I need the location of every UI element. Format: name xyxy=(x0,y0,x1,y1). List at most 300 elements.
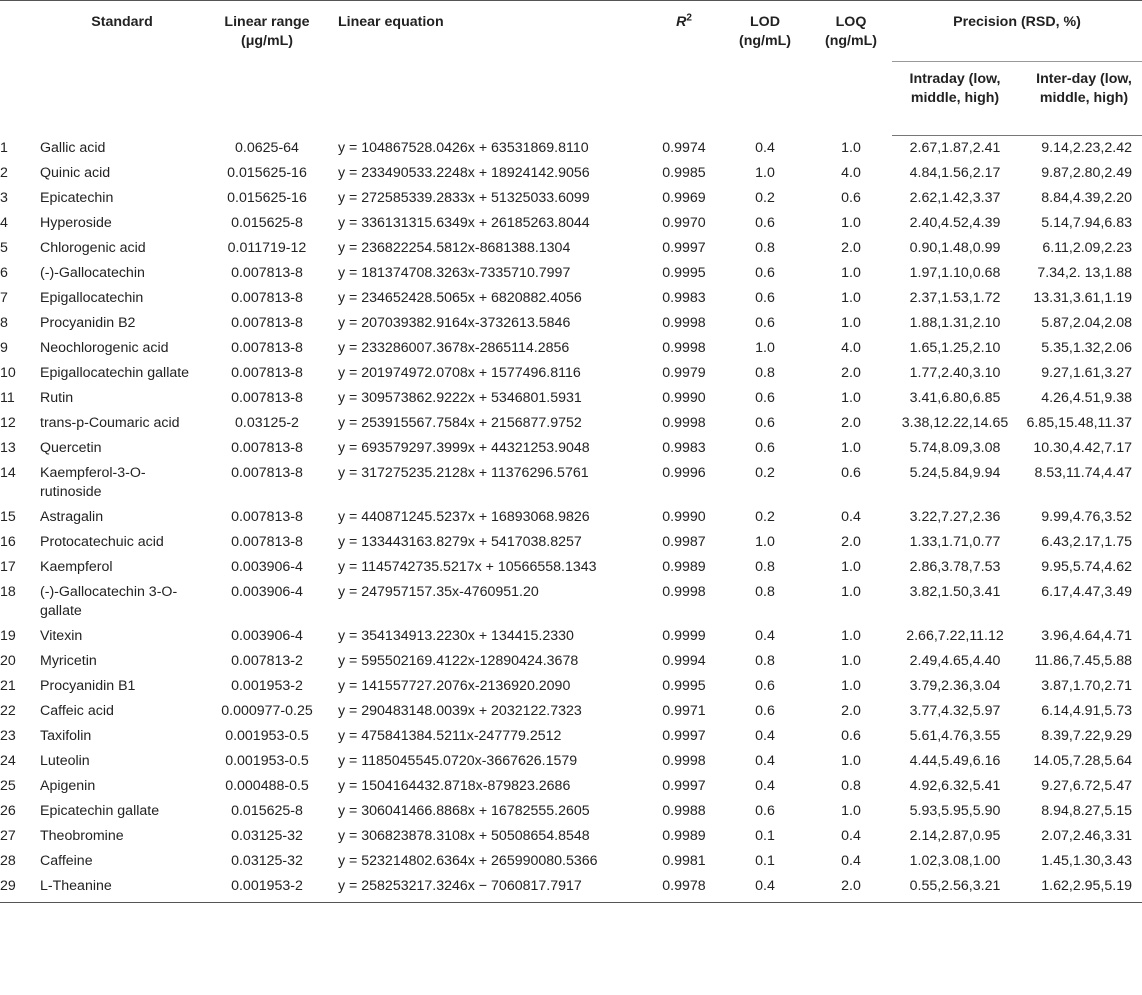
standard-name: Caffeine xyxy=(40,853,93,869)
linear-equation: y = 233286007.3678x-2865114.2856 xyxy=(338,340,570,356)
linear-equation: y = 253915567.7584x + 2156877.9752 xyxy=(338,415,582,431)
interday-precision: 8.94,8.27,5.15 xyxy=(1041,803,1132,819)
table-row xyxy=(0,186,1142,211)
table-row xyxy=(0,849,1142,874)
lod-value: 0.6 xyxy=(755,215,775,231)
r2-value: 0.9981 xyxy=(662,853,706,869)
linear-equation: y = 141557727.2076x-2136920.2090 xyxy=(338,678,571,694)
standard-name: (-)-Gallocatechin xyxy=(40,265,145,281)
interday-precision: 14.05,7.28,5.64 xyxy=(1033,753,1132,769)
lod-value: 0.6 xyxy=(755,290,775,306)
table-row xyxy=(0,774,1142,799)
intraday-precision: 1.77,2.40,3.10 xyxy=(909,365,1001,381)
header-linear-equation: Linear equation xyxy=(330,1,648,136)
loq-value: 0.8 xyxy=(841,778,861,794)
r2-value: 0.9997 xyxy=(662,728,706,744)
table-row xyxy=(0,674,1142,699)
intraday-precision: 1.97,1.10,0.68 xyxy=(909,265,1001,281)
intraday-precision: 2.14,2.87,0.95 xyxy=(909,828,1001,844)
r2-value: 0.9969 xyxy=(662,190,706,206)
header-precision: Precision (RSD, %) xyxy=(892,1,1142,62)
lod-value: 0.4 xyxy=(755,778,775,794)
linear-range: 0.000488-0.5 xyxy=(225,778,309,794)
row-number: 2 xyxy=(0,165,8,181)
header-standard: Standard xyxy=(40,1,204,136)
intraday-precision: 3.22,7.27,2.36 xyxy=(909,509,1001,525)
intraday-precision: 4.84,1.56,2.17 xyxy=(909,165,1001,181)
interday-precision: 9.14,2.23,2.42 xyxy=(1041,140,1132,156)
r2-value: 0.9983 xyxy=(662,440,706,456)
standard-name: Theobromine xyxy=(40,828,124,844)
interday-precision: 8.39,7.22,9.29 xyxy=(1041,728,1132,744)
linear-equation: y = 317275235.2128x + 11376296.5761 xyxy=(338,465,589,481)
standard-name: Kaempferol xyxy=(40,559,113,575)
linear-range: 0.007813-8 xyxy=(231,265,303,281)
table-row xyxy=(0,336,1142,361)
r2-value: 0.9998 xyxy=(662,340,706,356)
r2-value: 0.9989 xyxy=(662,559,706,575)
standard-name: (-)-Gallocatechin 3-O-gallate xyxy=(40,584,178,619)
loq-value: 2.0 xyxy=(841,534,861,550)
lod-value: 0.8 xyxy=(755,584,775,600)
r2-value: 0.9998 xyxy=(662,753,706,769)
interday-precision: 13.31,3.61,1.19 xyxy=(1033,290,1132,306)
intraday-precision: 4.44,5.49,6.16 xyxy=(909,753,1001,769)
table-row xyxy=(0,286,1142,311)
row-number: 22 xyxy=(0,703,16,719)
table-row xyxy=(0,436,1142,461)
intraday-precision: 1.33,1.71,0.77 xyxy=(909,534,1001,550)
lod-value: 0.4 xyxy=(755,628,775,644)
loq-value: 4.0 xyxy=(841,340,861,356)
row-number: 10 xyxy=(0,365,16,381)
lod-value: 0.6 xyxy=(755,703,775,719)
interday-precision: 9.27,1.61,3.27 xyxy=(1041,365,1132,381)
r2-value: 0.9997 xyxy=(662,778,706,794)
intraday-precision: 3.79,2.36,3.04 xyxy=(909,678,1001,694)
linear-equation: y = 693579297.3999x + 44321253.9048 xyxy=(338,440,590,456)
row-number: 16 xyxy=(0,534,16,550)
row-number: 20 xyxy=(0,653,16,669)
lod-value: 0.2 xyxy=(755,465,775,481)
row-number: 29 xyxy=(0,874,40,903)
linear-equation: y = 258253217.3246x − 7060817.7917 xyxy=(330,874,648,903)
r2-value: 0.9995 xyxy=(662,265,706,281)
r2-value: 0.9990 xyxy=(662,509,706,525)
standard-name: Taxifolin xyxy=(40,728,92,744)
standard-name: Epigallocatechin gallate xyxy=(40,365,190,381)
linear-range: 0.007813-8 xyxy=(231,390,303,406)
linear-equation: y = 133443163.8279x + 5417038.8257 xyxy=(338,534,582,550)
loq-value: 2.0 xyxy=(841,365,861,381)
linear-range: 0.001953-0.5 xyxy=(225,728,309,744)
standard-name: Protocatechuic acid xyxy=(40,534,164,550)
linear-equation: y = 247957157.35x-4760951.20 xyxy=(338,584,539,600)
lod-value: 0.8 xyxy=(755,365,775,381)
linear-range: 0.003906-4 xyxy=(231,628,303,644)
table-row xyxy=(0,505,1142,530)
interday-precision: 3.87,1.70,2.71 xyxy=(1041,678,1132,694)
loq-value: 1.0 xyxy=(841,559,861,575)
lod-value: 0.6 xyxy=(755,390,775,406)
table-header xyxy=(0,1,1142,136)
linear-range: 0.007813-8 xyxy=(231,290,303,306)
linear-equation: y = 233490533.2248x + 18924142.9056 xyxy=(338,165,590,181)
standard-name: Procyanidin B1 xyxy=(40,678,136,694)
loq-value: 1.0 xyxy=(841,390,861,406)
intraday-precision: 2.62,1.42,3.37 xyxy=(909,190,1001,206)
linear-range: 0.007813-8 xyxy=(231,440,303,456)
intraday-precision: 3.82,1.50,3.41 xyxy=(909,584,1001,600)
linear-range: 0.03125-32 xyxy=(231,853,303,869)
row-number: 5 xyxy=(0,240,8,256)
intraday-precision: 2.40,4.52,4.39 xyxy=(909,215,1001,231)
intraday-precision: 1.02,3.08,1.00 xyxy=(909,853,1001,869)
interday-precision: 4.26,4.51,9.38 xyxy=(1041,390,1132,406)
table-row xyxy=(0,161,1142,186)
linear-range: 0.001953-2 xyxy=(231,678,303,694)
header-loq-text: LOQ (ng/mL) xyxy=(824,14,877,49)
interday-precision: 5.87,2.04,2.08 xyxy=(1041,315,1132,331)
linear-equation: y = 1145742735.5217x + 10566558.1343 xyxy=(338,559,597,575)
row-number: 8 xyxy=(0,315,8,331)
standard-name: Neochlorogenic acid xyxy=(40,340,169,356)
linear-equation: y = 309573862.9222x + 5346801.5931 xyxy=(338,390,582,406)
row-number: 1 xyxy=(0,139,8,156)
standard-name: Rutin xyxy=(40,390,74,406)
linear-equation: y = 236822254.5812x-8681388.1304 xyxy=(338,240,571,256)
intraday-precision: 2.49,4.65,4.40 xyxy=(909,653,1001,669)
linear-range: 0.015625-8 xyxy=(231,803,303,819)
header-r2-label: R xyxy=(676,14,687,30)
intraday-precision: 3.38,12.22,14.65 xyxy=(901,415,1009,431)
table-row xyxy=(0,874,1142,903)
table-row xyxy=(0,555,1142,580)
r2-value: 0.9970 xyxy=(662,215,706,231)
interday-precision: 1.62,2.95,5.19 xyxy=(1018,874,1142,903)
standard-name: Chlorogenic acid xyxy=(40,240,146,256)
lod-value: 0.6 xyxy=(755,803,775,819)
r2-value: 0.9996 xyxy=(662,465,706,481)
row-number: 26 xyxy=(0,803,16,819)
r2-value: 0.9997 xyxy=(662,240,706,256)
loq-value: 1.0 xyxy=(841,678,861,694)
loq-value: 1.0 xyxy=(841,315,861,331)
lod-value: 0.2 xyxy=(755,509,775,525)
loq-value: 0.6 xyxy=(841,465,861,481)
header-r2-superscript: 2 xyxy=(686,12,692,24)
standard-name: trans-p-Coumaric acid xyxy=(40,415,180,431)
intraday-precision: 5.93,5.95,5.90 xyxy=(909,803,1001,819)
header-linear-range-text: Linear range (μg/mL) xyxy=(224,14,310,49)
linear-equation: y = 306041466.8868x + 16782555.2605 xyxy=(338,803,590,819)
linear-equation: y = 306823878.3108x + 50508654.8548 xyxy=(338,828,590,844)
linear-range: 0.007813-8 xyxy=(231,465,303,481)
linear-equation: y = 181374708.3263x-7335710.7997 xyxy=(338,265,571,281)
table-row xyxy=(0,211,1142,236)
intraday-precision: 1.65,1.25,2.10 xyxy=(909,340,1001,356)
row-number: 7 xyxy=(0,290,8,306)
interday-precision: 3.96,4.64,4.71 xyxy=(1041,628,1132,644)
standard-name: Epicatechin gallate xyxy=(40,803,160,819)
standard-name: Apigenin xyxy=(40,778,96,794)
interday-precision: 8.53,11.74,4.47 xyxy=(1034,465,1132,481)
linear-range: 0.001953-2 xyxy=(204,874,330,903)
linear-range: 0.000977-0.25 xyxy=(221,703,313,719)
lod-value: 0.4 xyxy=(755,728,775,744)
standard-name: Vitexin xyxy=(40,628,83,644)
linear-equation: y = 201974972.0708x + 1577496.8116 xyxy=(338,365,581,381)
lod-value: 0.6 xyxy=(755,265,775,281)
linear-range: 0.007813-8 xyxy=(231,509,303,525)
table-row xyxy=(0,461,1142,505)
r2-value: 0.9998 xyxy=(662,415,706,431)
loq-value: 1.0 xyxy=(841,653,861,669)
linear-equation: y = 272585339.2833x + 51325033.6099 xyxy=(338,190,590,206)
r2-value: 0.9974 xyxy=(662,139,706,156)
interday-precision: 9.87,2.80,2.49 xyxy=(1041,165,1132,181)
loq-value: 0.4 xyxy=(841,509,861,525)
lod-value: 1.0 xyxy=(755,534,775,550)
interday-precision: 6.11,2.09,2.23 xyxy=(1042,240,1132,256)
standard-name: Epicatechin xyxy=(40,190,114,206)
header-interday xyxy=(1018,62,1142,136)
lod-value: 0.8 xyxy=(755,559,775,575)
table-row xyxy=(0,699,1142,724)
intraday-precision: 1.88,1.31,2.10 xyxy=(909,315,1001,331)
standard-name: Procyanidin B2 xyxy=(40,315,136,331)
lod-value: 0.8 xyxy=(755,653,775,669)
row-number: 27 xyxy=(0,828,16,844)
lod-value: 0.6 xyxy=(755,440,775,456)
standard-name: Myricetin xyxy=(40,653,97,669)
row-number: 28 xyxy=(0,853,16,869)
r2-value: 0.9994 xyxy=(662,653,706,669)
loq-value: 1.0 xyxy=(841,440,861,456)
lod-value: 0.2 xyxy=(755,190,775,206)
intraday-precision: 0.90,1.48,0.99 xyxy=(909,240,1001,256)
row-number: 4 xyxy=(0,215,8,231)
linear-range: 0.007813-8 xyxy=(231,340,303,356)
loq-value: 2.0 xyxy=(841,415,861,431)
intraday-precision: 4.92,6.32,5.41 xyxy=(909,778,1001,794)
linear-range: 0.0625-64 xyxy=(235,139,299,156)
table-row xyxy=(0,361,1142,386)
linear-range: 0.007813-8 xyxy=(231,365,303,381)
header-loq xyxy=(810,1,892,136)
linear-equation: y = 1504164432.8718x-879823.2686 xyxy=(338,778,571,794)
standard-name: Luteolin xyxy=(40,753,90,769)
linear-equation: y = 234652428.5065x + 6820882.4056 xyxy=(338,290,582,306)
row-number: 9 xyxy=(0,340,8,356)
loq-value: 1.0 xyxy=(841,584,861,600)
header-intraday-text: Intraday (low, middle, high) xyxy=(909,71,1001,106)
row-number: 17 xyxy=(0,559,16,575)
linear-equation: y = 595502169.4122x-12890424.3678 xyxy=(338,653,579,669)
table-row xyxy=(0,530,1142,555)
r2-value: 0.9987 xyxy=(662,534,706,550)
r2-value: 0.9979 xyxy=(662,365,706,381)
lod-value: 0.6 xyxy=(755,415,775,431)
header-interday-text: Inter-day (low, middle, high) xyxy=(1036,71,1132,106)
loq-value: 0.6 xyxy=(841,728,861,744)
row-number: 23 xyxy=(0,728,16,744)
r2-value: 0.9995 xyxy=(662,678,706,694)
linear-range: 0.003906-4 xyxy=(231,559,303,575)
linear-range: 0.015625-16 xyxy=(227,165,307,181)
row-number: 11 xyxy=(0,390,15,406)
row-number: 15 xyxy=(0,509,16,525)
header-row xyxy=(0,1,1142,62)
loq-value: 4.0 xyxy=(841,165,861,181)
table-row xyxy=(0,624,1142,649)
standard-name: Hyperoside xyxy=(40,215,112,231)
linear-equation: y = 104867528.0426x + 63531869.8110 xyxy=(338,139,589,156)
standard-name: Kaempferol-3-O-rutinoside xyxy=(40,465,146,500)
r2-value: 0.9998 xyxy=(662,315,706,331)
lod-value: 0.1 xyxy=(755,853,775,869)
table-row xyxy=(0,749,1142,774)
row-number: 14 xyxy=(0,465,16,481)
table-row xyxy=(0,311,1142,336)
row-number: 19 xyxy=(0,628,16,644)
intraday-precision: 5.74,8.09,3.08 xyxy=(909,440,1001,456)
lod-value: 0.8 xyxy=(755,240,775,256)
linear-range: 0.03125-32 xyxy=(231,828,303,844)
linear-range: 0.001953-0.5 xyxy=(225,753,309,769)
linear-range: 0.015625-8 xyxy=(231,215,303,231)
table-row xyxy=(0,649,1142,674)
linear-range: 0.011719-12 xyxy=(227,240,307,256)
intraday-precision: 0.55,2.56,3.21 xyxy=(892,874,1018,903)
r2-value: 0.9998 xyxy=(662,584,706,600)
lod-value: 0.4 xyxy=(755,139,775,156)
interday-precision: 6.14,4.91,5.73 xyxy=(1041,703,1132,719)
interday-precision: 1.45,1.30,3.43 xyxy=(1041,853,1132,869)
r2-value: 0.9990 xyxy=(662,390,706,406)
loq-value: 2.0 xyxy=(810,874,892,903)
linear-range: 0.007813-8 xyxy=(231,315,303,331)
loq-value: 1.0 xyxy=(841,139,861,156)
table-row xyxy=(0,580,1142,624)
lod-value: 0.4 xyxy=(755,753,775,769)
standard-name: Quercetin xyxy=(40,440,102,456)
r2-value: 0.9985 xyxy=(662,165,706,181)
intraday-precision: 3.41,6.80,6.85 xyxy=(909,390,1001,406)
linear-equation: y = 207039382.9164x-3732613.5846 xyxy=(338,315,571,331)
linear-range: 0.007813-2 xyxy=(231,653,303,669)
linear-range: 0.03125-2 xyxy=(235,415,299,431)
interday-precision: 6.17,4.47,3.49 xyxy=(1041,584,1132,600)
intraday-precision: 3.77,4.32,5.97 xyxy=(909,703,1001,719)
row-number: 3 xyxy=(0,190,8,206)
linear-equation: y = 475841384.5211x-247779.2512 xyxy=(338,728,562,744)
lod-value: 0.4 xyxy=(720,874,810,903)
row-number: 13 xyxy=(0,440,16,456)
r2-value: 0.9983 xyxy=(662,290,706,306)
row-number: 21 xyxy=(0,678,16,694)
interday-precision: 5.35,1.32,2.06 xyxy=(1041,340,1132,356)
interday-precision: 6.43,2.17,1.75 xyxy=(1041,534,1132,550)
loq-value: 1.0 xyxy=(841,628,861,644)
intraday-precision: 5.24,5.84,9.94 xyxy=(909,465,1001,481)
header-lod-text: LOD (ng/mL) xyxy=(738,14,791,49)
linear-range: 0.007813-8 xyxy=(231,534,303,550)
loq-value: 1.0 xyxy=(841,803,861,819)
header-r2 xyxy=(648,1,720,136)
lod-value: 0.6 xyxy=(755,678,775,694)
standard-name: Astragalin xyxy=(40,509,104,525)
loq-value: 1.0 xyxy=(841,290,861,306)
loq-value: 1.0 xyxy=(841,215,861,231)
loq-value: 1.0 xyxy=(841,753,861,769)
table-row xyxy=(0,411,1142,436)
lod-value: 1.0 xyxy=(755,340,775,356)
table-body xyxy=(0,136,1142,903)
row-number: 25 xyxy=(0,778,16,794)
standard-name: L-Theanine xyxy=(40,874,204,903)
interday-precision: 7.34,2. 13,1.88 xyxy=(1037,265,1132,281)
r2-value: 0.9988 xyxy=(662,803,706,819)
interday-precision: 9.27,6.72,5.47 xyxy=(1041,778,1132,794)
interday-precision: 9.95,5.74,4.62 xyxy=(1041,559,1132,575)
lod-value: 0.1 xyxy=(755,828,775,844)
loq-value: 1.0 xyxy=(841,265,861,281)
table-row xyxy=(0,136,1142,162)
linear-equation: y = 290483148.0039x + 2032122.7323 xyxy=(338,703,582,719)
standard-name: Gallic acid xyxy=(40,139,106,156)
lod-value: 1.0 xyxy=(755,165,775,181)
intraday-precision: 2.66,7.22,11.12 xyxy=(906,628,1004,644)
table-row xyxy=(0,724,1142,749)
interday-precision: 6.85,15.48,11.37 xyxy=(1026,415,1132,431)
linear-range: 0.015625-16 xyxy=(227,190,307,206)
standard-name: Epigallocatechin xyxy=(40,290,144,306)
interday-precision: 5.14,7.94,6.83 xyxy=(1041,215,1132,231)
interday-precision: 10.30,4.42,7.17 xyxy=(1033,440,1132,456)
intraday-precision: 2.86,3.78,7.53 xyxy=(909,559,1001,575)
loq-value: 2.0 xyxy=(841,240,861,256)
interday-precision: 8.84,4.39,2.20 xyxy=(1041,190,1132,206)
loq-value: 2.0 xyxy=(841,703,861,719)
intraday-precision: 2.67,1.87,2.41 xyxy=(909,140,1001,156)
intraday-precision: 2.37,1.53,1.72 xyxy=(909,290,1001,306)
loq-value: 0.4 xyxy=(841,853,861,869)
interday-precision: 2.07,2.46,3.31 xyxy=(1041,828,1132,844)
r2-value: 0.9971 xyxy=(662,703,706,719)
row-number: 24 xyxy=(0,753,16,769)
standard-name: Caffeic acid xyxy=(40,703,114,719)
r2-value: 0.9989 xyxy=(662,828,706,844)
row-number: 6 xyxy=(0,265,8,281)
table-row xyxy=(0,261,1142,286)
loq-value: 0.6 xyxy=(841,190,861,206)
header-intraday xyxy=(892,62,1018,136)
table-row xyxy=(0,799,1142,824)
header-lod xyxy=(720,1,810,136)
linear-equation: y = 1185045545.0720x-3667626.1579 xyxy=(338,753,578,769)
row-number: 12 xyxy=(0,415,16,431)
linear-equation: y = 440871245.5237x + 16893068.9826 xyxy=(338,509,590,525)
r2-value: 0.9978 xyxy=(648,874,720,903)
table-row xyxy=(0,236,1142,261)
header-number xyxy=(0,1,40,136)
linear-range: 0.003906-4 xyxy=(231,584,303,600)
intraday-precision: 5.61,4.76,3.55 xyxy=(909,728,1001,744)
standard-name: Quinic acid xyxy=(40,165,111,181)
header-linear-range xyxy=(204,1,330,136)
table-row xyxy=(0,386,1142,411)
